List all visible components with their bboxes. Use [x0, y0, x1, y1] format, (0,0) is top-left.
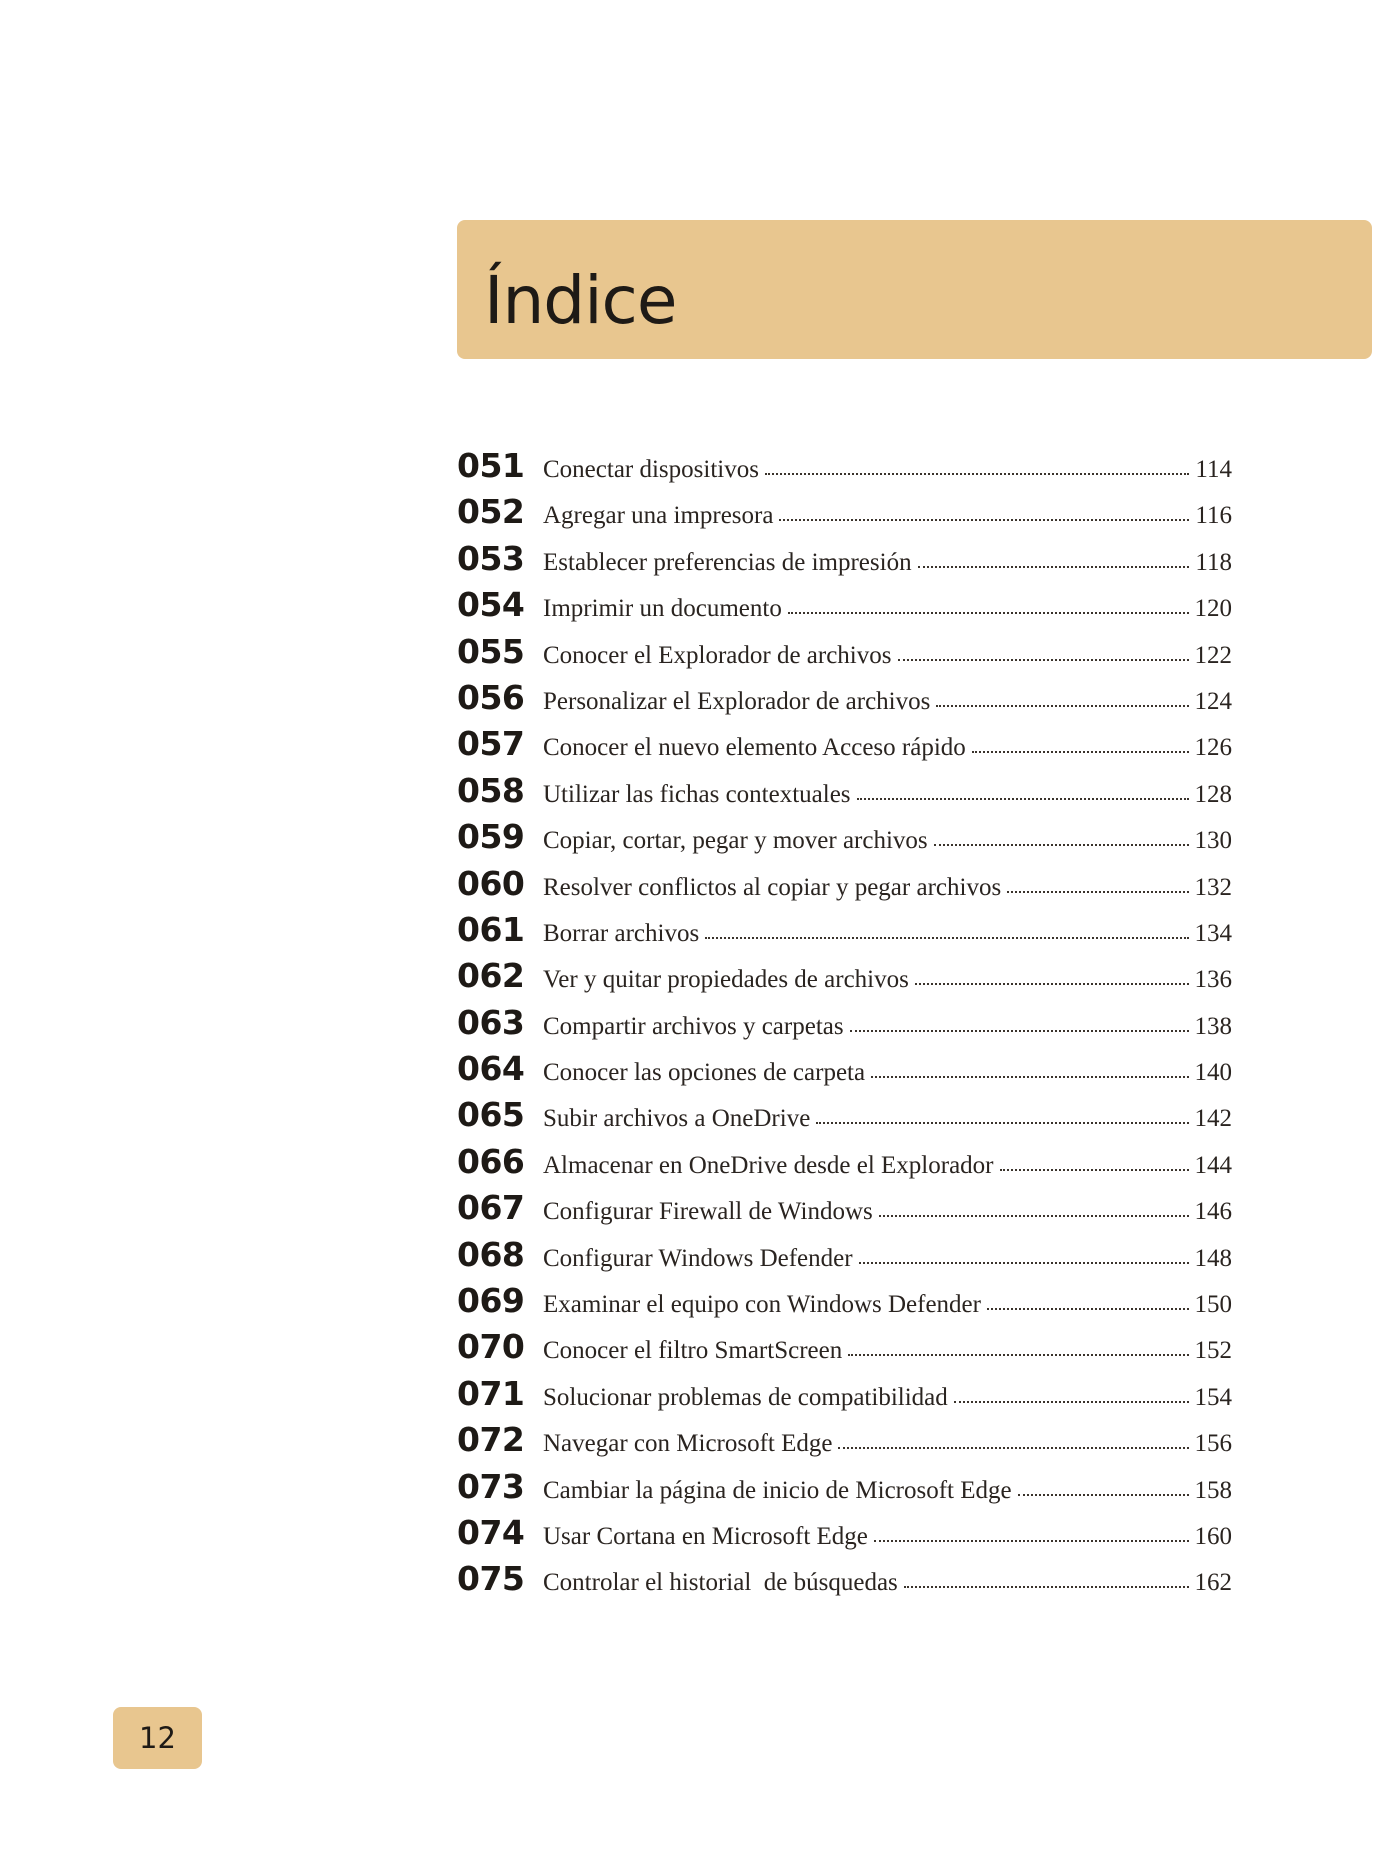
toc-entry-number: 053 — [457, 538, 525, 578]
toc-entry-title: Usar Cortana en Microsoft Edge — [543, 1522, 868, 1550]
toc-entry[interactable] — [457, 632, 1232, 678]
toc-entry[interactable] — [457, 1559, 1232, 1605]
toc-entry[interactable] — [457, 539, 1232, 585]
dot-leader — [874, 1537, 1189, 1542]
toc-entry-title: Personalizar el Explorador de archivos — [543, 687, 931, 715]
toc-entry-title: Controlar el historial de búsquedas — [543, 1569, 898, 1597]
dot-leader — [859, 1259, 1189, 1264]
toc-entry-page: 122 — [1194, 641, 1232, 669]
toc-entry-page: 152 — [1194, 1337, 1232, 1365]
dot-leader — [904, 1583, 1189, 1588]
dot-leader — [879, 1212, 1189, 1217]
toc-entry-page: 132 — [1194, 873, 1232, 901]
toc-entry-title: Conectar dispositivos — [543, 456, 759, 483]
toc-entry-page: 124 — [1194, 687, 1232, 715]
toc-entry-number: 063 — [457, 1002, 525, 1042]
dot-leader — [1018, 1491, 1189, 1496]
toc-entry-title: Imprimir un documento — [543, 595, 782, 623]
toc-entry-title: Cambiar la página de inicio de Microsoft Edge — [543, 1476, 1012, 1504]
dot-leader — [848, 1351, 1188, 1356]
dot-leader — [936, 702, 1188, 707]
toc-entry-number: 062 — [457, 956, 525, 996]
toc-entry[interactable] — [457, 1374, 1232, 1420]
toc-entry[interactable] — [457, 1467, 1232, 1513]
toc-entry-page: 148 — [1194, 1244, 1232, 1272]
toc-entry[interactable] — [457, 724, 1232, 770]
toc-entry-title: Copiar, cortar, pegar y mover archivos — [543, 827, 928, 855]
toc-entry[interactable] — [457, 1420, 1232, 1466]
toc-entry-page: 136 — [1194, 966, 1232, 994]
dot-leader — [987, 1305, 1189, 1310]
dot-leader — [705, 934, 1188, 939]
toc-entry-title: Configurar Windows Defender — [543, 1244, 853, 1272]
toc-entry[interactable] — [457, 1049, 1232, 1095]
toc-entry[interactable] — [457, 817, 1232, 863]
toc-entry[interactable] — [457, 492, 1232, 538]
toc-entry-title: Conocer el Explorador de archivos — [543, 641, 892, 669]
toc-entry[interactable] — [457, 585, 1232, 631]
toc-entry-title: Utilizar las fichas contextuales — [543, 780, 851, 808]
toc-entry-page: 142 — [1194, 1105, 1232, 1133]
dot-leader — [857, 795, 1189, 800]
toc-entry-title: Borrar archivos — [543, 919, 700, 947]
toc-entry-number: 070 — [457, 1327, 525, 1367]
toc-entry-title: Almacenar en OneDrive desde el Explorador — [543, 1151, 994, 1179]
toc-entry-page: 156 — [1194, 1430, 1232, 1458]
toc-entry[interactable] — [457, 1188, 1232, 1234]
toc-entry-number: 071 — [457, 1373, 525, 1413]
toc-entry-page: 162 — [1194, 1569, 1232, 1597]
dot-leader — [779, 516, 1189, 521]
toc-entry-number: 065 — [457, 1095, 525, 1135]
toc-entry-title: Resolver conflictos al copiar y pegar archivos — [543, 873, 1002, 901]
dot-leader — [918, 563, 1190, 568]
toc-entry-page: 130 — [1194, 827, 1232, 855]
dot-leader — [765, 470, 1189, 475]
toc-entry-page: 118 — [1195, 548, 1232, 576]
toc-entry-page: 114 — [1195, 456, 1232, 483]
toc-entry-number: 052 — [457, 492, 525, 532]
toc-entry-page: 150 — [1194, 1291, 1232, 1319]
toc-entry-page: 128 — [1194, 780, 1232, 808]
toc-entry-page: 126 — [1194, 734, 1232, 762]
toc-entry[interactable] — [457, 1142, 1232, 1188]
toc-entry[interactable] — [457, 1513, 1232, 1559]
toc-entry-number: 056 — [457, 677, 525, 717]
dot-leader — [1000, 1166, 1189, 1171]
dot-leader — [972, 748, 1189, 753]
toc-entry-title: Agregar una impresora — [543, 502, 774, 530]
toc-entry[interactable] — [457, 1235, 1232, 1281]
dot-leader — [954, 1398, 1189, 1403]
dot-leader — [898, 656, 1189, 661]
dot-leader — [934, 841, 1189, 846]
title-band — [457, 220, 1372, 359]
toc-entry[interactable] — [457, 1003, 1232, 1049]
toc-entry[interactable] — [457, 864, 1232, 910]
toc-entry-number: 059 — [457, 817, 525, 857]
toc-entry-title: Solucionar problemas de compatibilidad — [543, 1383, 948, 1411]
toc-entry-page: 154 — [1194, 1383, 1232, 1411]
toc-entry[interactable] — [457, 446, 1232, 492]
dot-leader — [838, 1444, 1188, 1449]
toc-entry-title: Ver y quitar propiedades de archivos — [543, 966, 909, 994]
toc-entry-number: 066 — [457, 1141, 525, 1181]
toc-entry-page: 138 — [1194, 1012, 1232, 1040]
toc-entry-page: 134 — [1194, 919, 1232, 947]
dot-leader — [788, 609, 1189, 614]
toc-entry-number: 073 — [457, 1466, 525, 1506]
toc-entry[interactable] — [457, 956, 1232, 1002]
toc-entry-number: 060 — [457, 863, 525, 903]
toc-entry-title: Examinar el equipo con Windows Defender — [543, 1291, 981, 1319]
dot-leader — [816, 1119, 1188, 1124]
toc-entry-number: 055 — [457, 631, 525, 671]
dot-leader — [1007, 888, 1188, 893]
toc-entry-number: 054 — [457, 585, 525, 625]
page-number-badge: 12 — [113, 1707, 202, 1769]
toc-entry[interactable] — [457, 1095, 1232, 1141]
toc-entry-number: 057 — [457, 724, 525, 764]
toc-entry-number: 051 — [457, 446, 525, 485]
toc-entry-number: 069 — [457, 1281, 525, 1321]
toc-entry-title: Establecer preferencias de impresión — [543, 548, 912, 576]
toc-entry-number: 058 — [457, 770, 525, 810]
toc-entry-title: Subir archivos a OneDrive — [543, 1105, 811, 1133]
toc-entry-page: 116 — [1195, 502, 1232, 530]
toc-entry-title: Conocer el filtro SmartScreen — [543, 1337, 843, 1365]
toc-entry-title: Conocer las opciones de carpeta — [543, 1059, 866, 1087]
toc-entry-title: Compartir archivos y carpetas — [543, 1012, 844, 1040]
toc-entry[interactable] — [457, 1281, 1232, 1327]
toc-entry-title: Conocer el nuevo elemento Acceso rápido — [543, 734, 966, 762]
toc-entry-page: 146 — [1194, 1198, 1232, 1226]
toc-entry-number: 072 — [457, 1420, 525, 1460]
toc-entry-number: 064 — [457, 1049, 525, 1089]
toc-entry[interactable] — [457, 678, 1232, 724]
dot-leader — [871, 1073, 1188, 1078]
toc-entry-page: 160 — [1194, 1522, 1232, 1550]
toc-entry[interactable] — [457, 771, 1232, 817]
dot-leader — [915, 980, 1189, 985]
toc-entry-page: 120 — [1194, 595, 1232, 623]
toc-entry-page: 144 — [1194, 1151, 1232, 1179]
toc-entry-page: 158 — [1194, 1476, 1232, 1504]
page-title: Índice — [484, 262, 677, 339]
toc-entry[interactable] — [457, 1327, 1232, 1373]
toc-entry[interactable] — [457, 910, 1232, 956]
toc-entry-title: Navegar con Microsoft Edge — [543, 1430, 833, 1458]
toc-entry-number: 061 — [457, 909, 525, 949]
table-of-contents — [457, 446, 1232, 1606]
toc-entry-number: 075 — [457, 1559, 525, 1599]
dot-leader — [850, 1027, 1189, 1032]
toc-entry-page: 140 — [1194, 1059, 1232, 1087]
toc-entry-number: 067 — [457, 1188, 525, 1228]
toc-entry-number: 068 — [457, 1234, 525, 1274]
toc-entry-number: 074 — [457, 1512, 525, 1552]
toc-entry-title: Configurar Firewall de Windows — [543, 1198, 873, 1226]
